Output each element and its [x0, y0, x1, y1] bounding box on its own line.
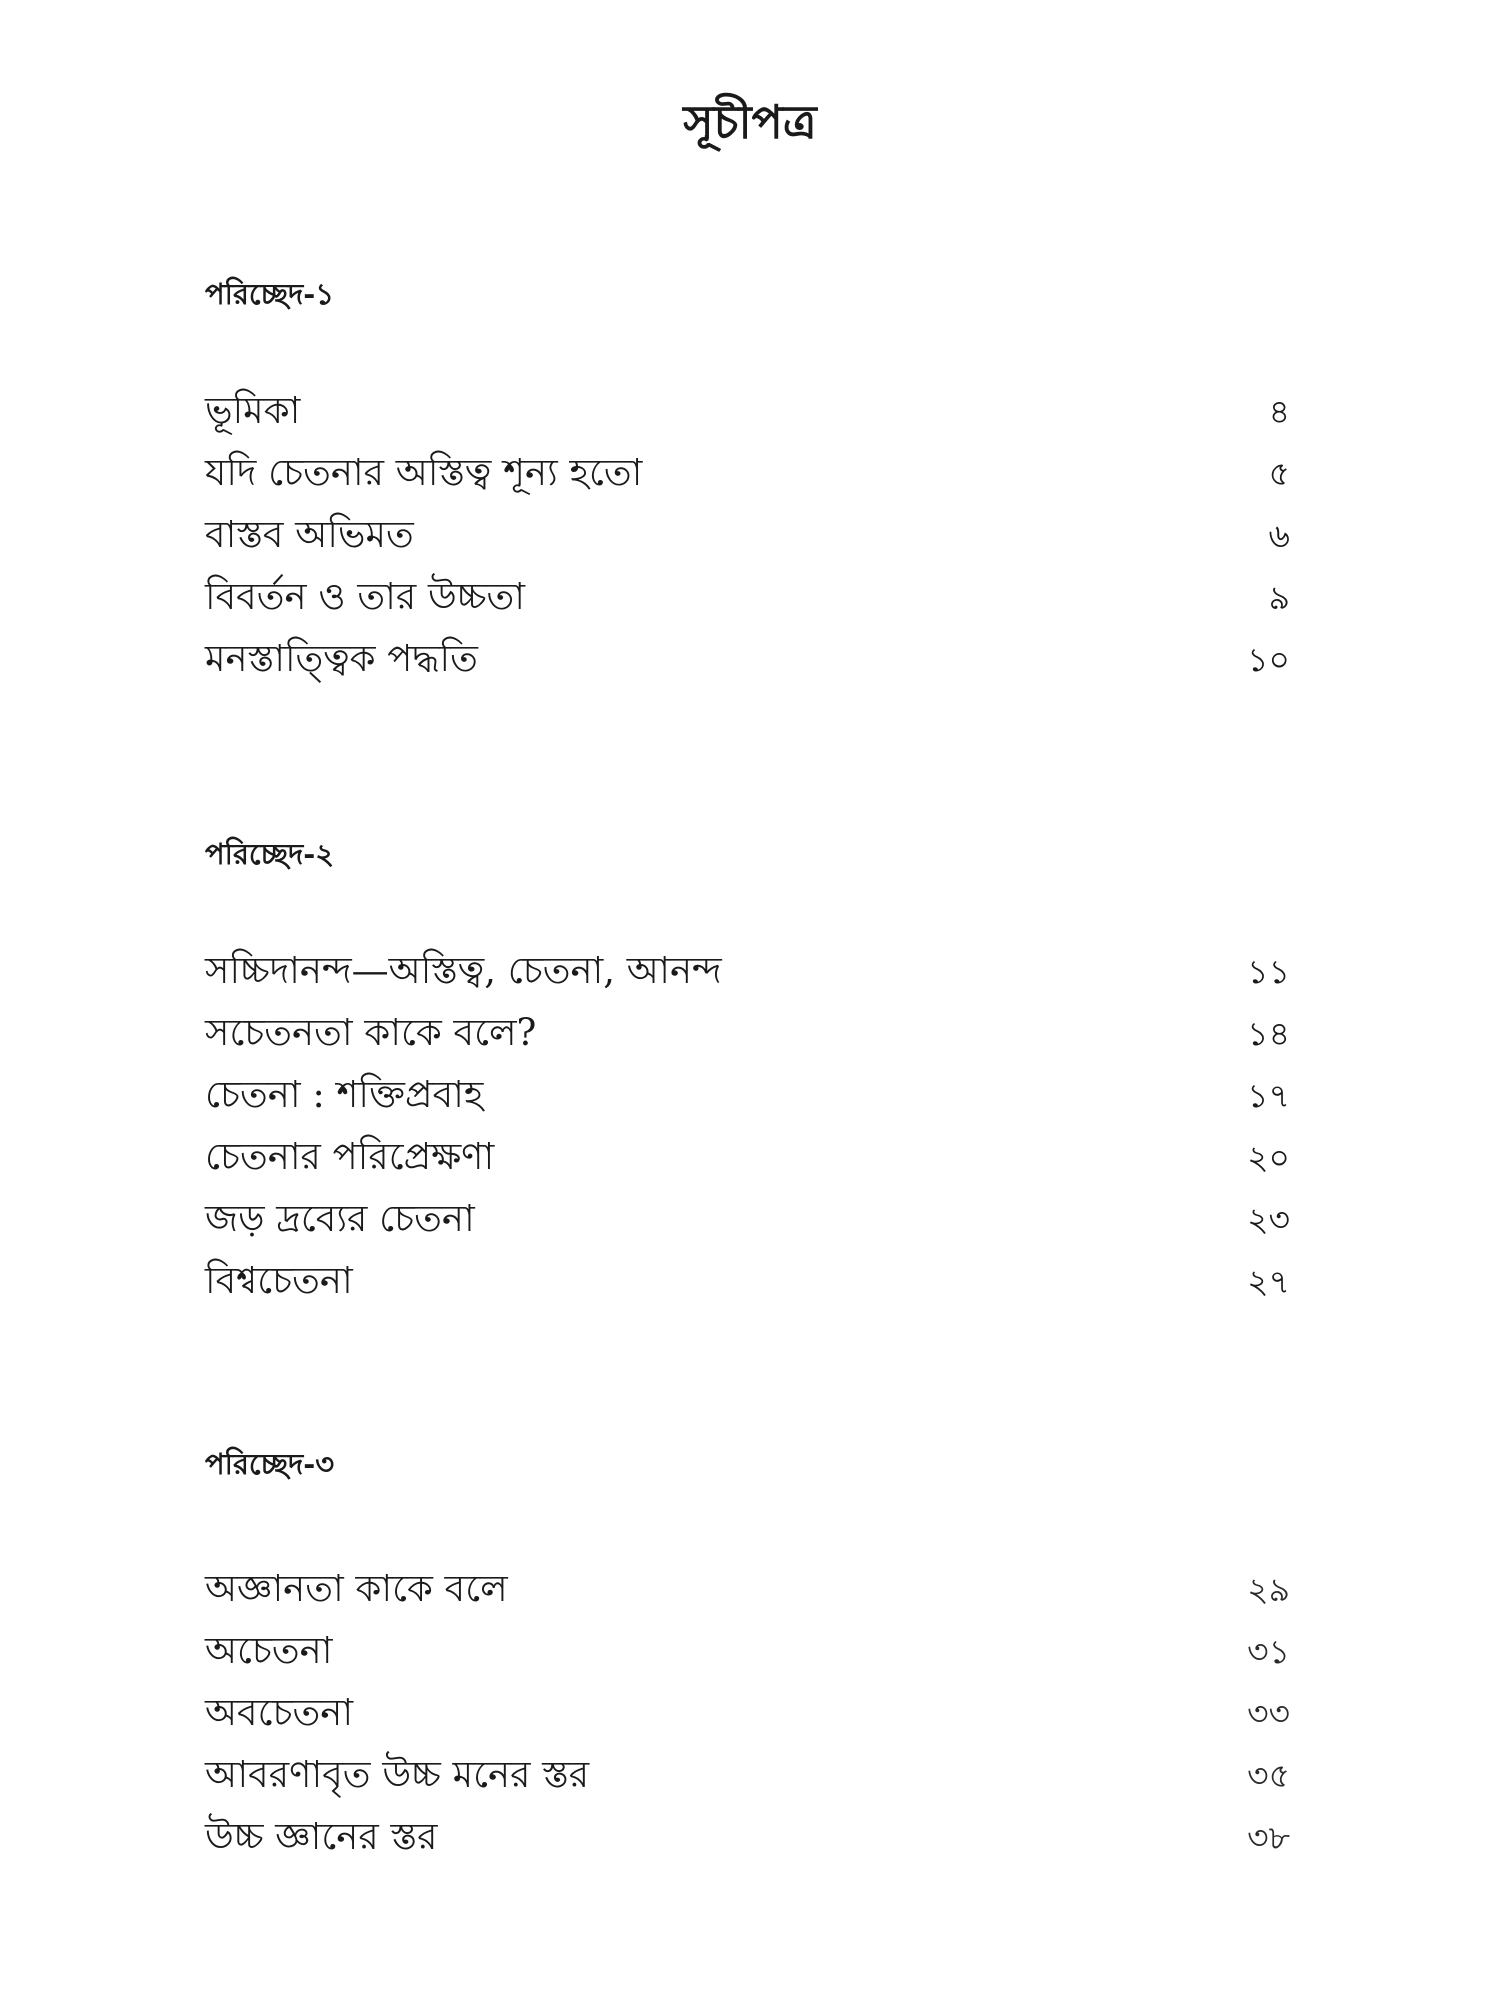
toc-entry-label: বাস্তব অভিমত [205, 513, 414, 556]
toc-entry-label: বিবর্তন ও তার উচ্চতা [205, 575, 525, 618]
toc-entry-page: ২০ [1247, 1138, 1290, 1177]
toc-entry-page: ৯ [1268, 578, 1290, 617]
toc-entry-label: চেতনার পরিপ্রেক্ষণা [205, 1135, 495, 1178]
toc-entry-label: অবচেতনা [205, 1691, 354, 1734]
toc-entry-page: ২৯ [1247, 1570, 1290, 1609]
toc-list-chapter-1 [205, 380, 1290, 690]
toc-entry [205, 1064, 1290, 1126]
toc-entry-page: ৪ [1268, 392, 1290, 431]
toc-entry [205, 1744, 1290, 1806]
toc-entry [205, 1620, 1290, 1682]
toc-entry-page: ২৭ [1247, 1262, 1290, 1301]
toc-entry-page: ৩১ [1247, 1632, 1290, 1671]
toc-entry-page: ৩৫ [1247, 1756, 1290, 1795]
toc-entry [205, 504, 1290, 566]
page-margin [1400, 0, 1500, 2000]
toc-list-chapter-2 [205, 940, 1290, 1312]
page-title: সূচীপত্র [683, 95, 817, 149]
toc-entry-label: বিশ্বচেতনা [205, 1259, 353, 1302]
toc-entry-label: আবরণাবৃত উচ্চ মনের স্তর [205, 1753, 590, 1796]
toc-entry [205, 940, 1290, 1002]
toc-entry-page: ১৪ [1247, 1014, 1290, 1053]
toc-entry-label: সচেতনতা কাকে বলে? [205, 1011, 537, 1054]
toc-entry [205, 566, 1290, 628]
toc-entry-page: ৩৩ [1247, 1694, 1290, 1733]
toc-entry [205, 628, 1290, 690]
toc-entry [205, 1188, 1290, 1250]
toc-entry-label: সচ্চিদানন্দ—অস্তিত্ব, চেতনা, আনন্দ [205, 949, 722, 992]
chapter-heading: পরিচ্ছেদ-১ [205, 277, 335, 311]
toc-entry [205, 1126, 1290, 1188]
toc-entry-page: ৬ [1268, 516, 1290, 555]
chapter-heading: পরিচ্ছেদ-২ [205, 837, 335, 871]
toc-entry-label: মনস্তাত্ত্বিক পদ্ধতি [205, 637, 478, 680]
toc-entry-page: ১৭ [1247, 1076, 1290, 1115]
toc-entry-label: ভূমিকা [205, 389, 301, 432]
toc-entry-label: জড় দ্রব্যের চেতনা [205, 1197, 475, 1240]
toc-entry [205, 380, 1290, 442]
chapter-heading: পরিচ্ছেদ-৩ [205, 1447, 335, 1481]
toc-entry-page: ৫ [1268, 454, 1290, 493]
toc-entry-label: অজ্ঞানতা কাকে বলে [205, 1567, 508, 1610]
toc-entry-label: উচ্চ জ্ঞানের স্তর [205, 1815, 438, 1858]
toc-entry [205, 1558, 1290, 1620]
toc-entry [205, 442, 1290, 504]
toc-entry-label: চেতনা : শক্তিপ্রবাহ [205, 1073, 484, 1116]
toc-entry [205, 1806, 1290, 1868]
toc-entry-page: ৩৮ [1247, 1818, 1290, 1857]
toc-entry [205, 1002, 1290, 1064]
toc-entry [205, 1682, 1290, 1744]
toc-entry-page: ১০ [1247, 640, 1290, 679]
toc-entry-page: ২৩ [1247, 1200, 1290, 1239]
toc-entry [205, 1250, 1290, 1312]
toc-entry-page: ১১ [1247, 952, 1290, 991]
toc-entry-label: যদি চেতনার অস্তিত্ব শূন্য হতো [205, 451, 643, 494]
toc-list-chapter-3 [205, 1558, 1290, 1868]
toc-entry-label: অচেতনা [205, 1629, 333, 1672]
